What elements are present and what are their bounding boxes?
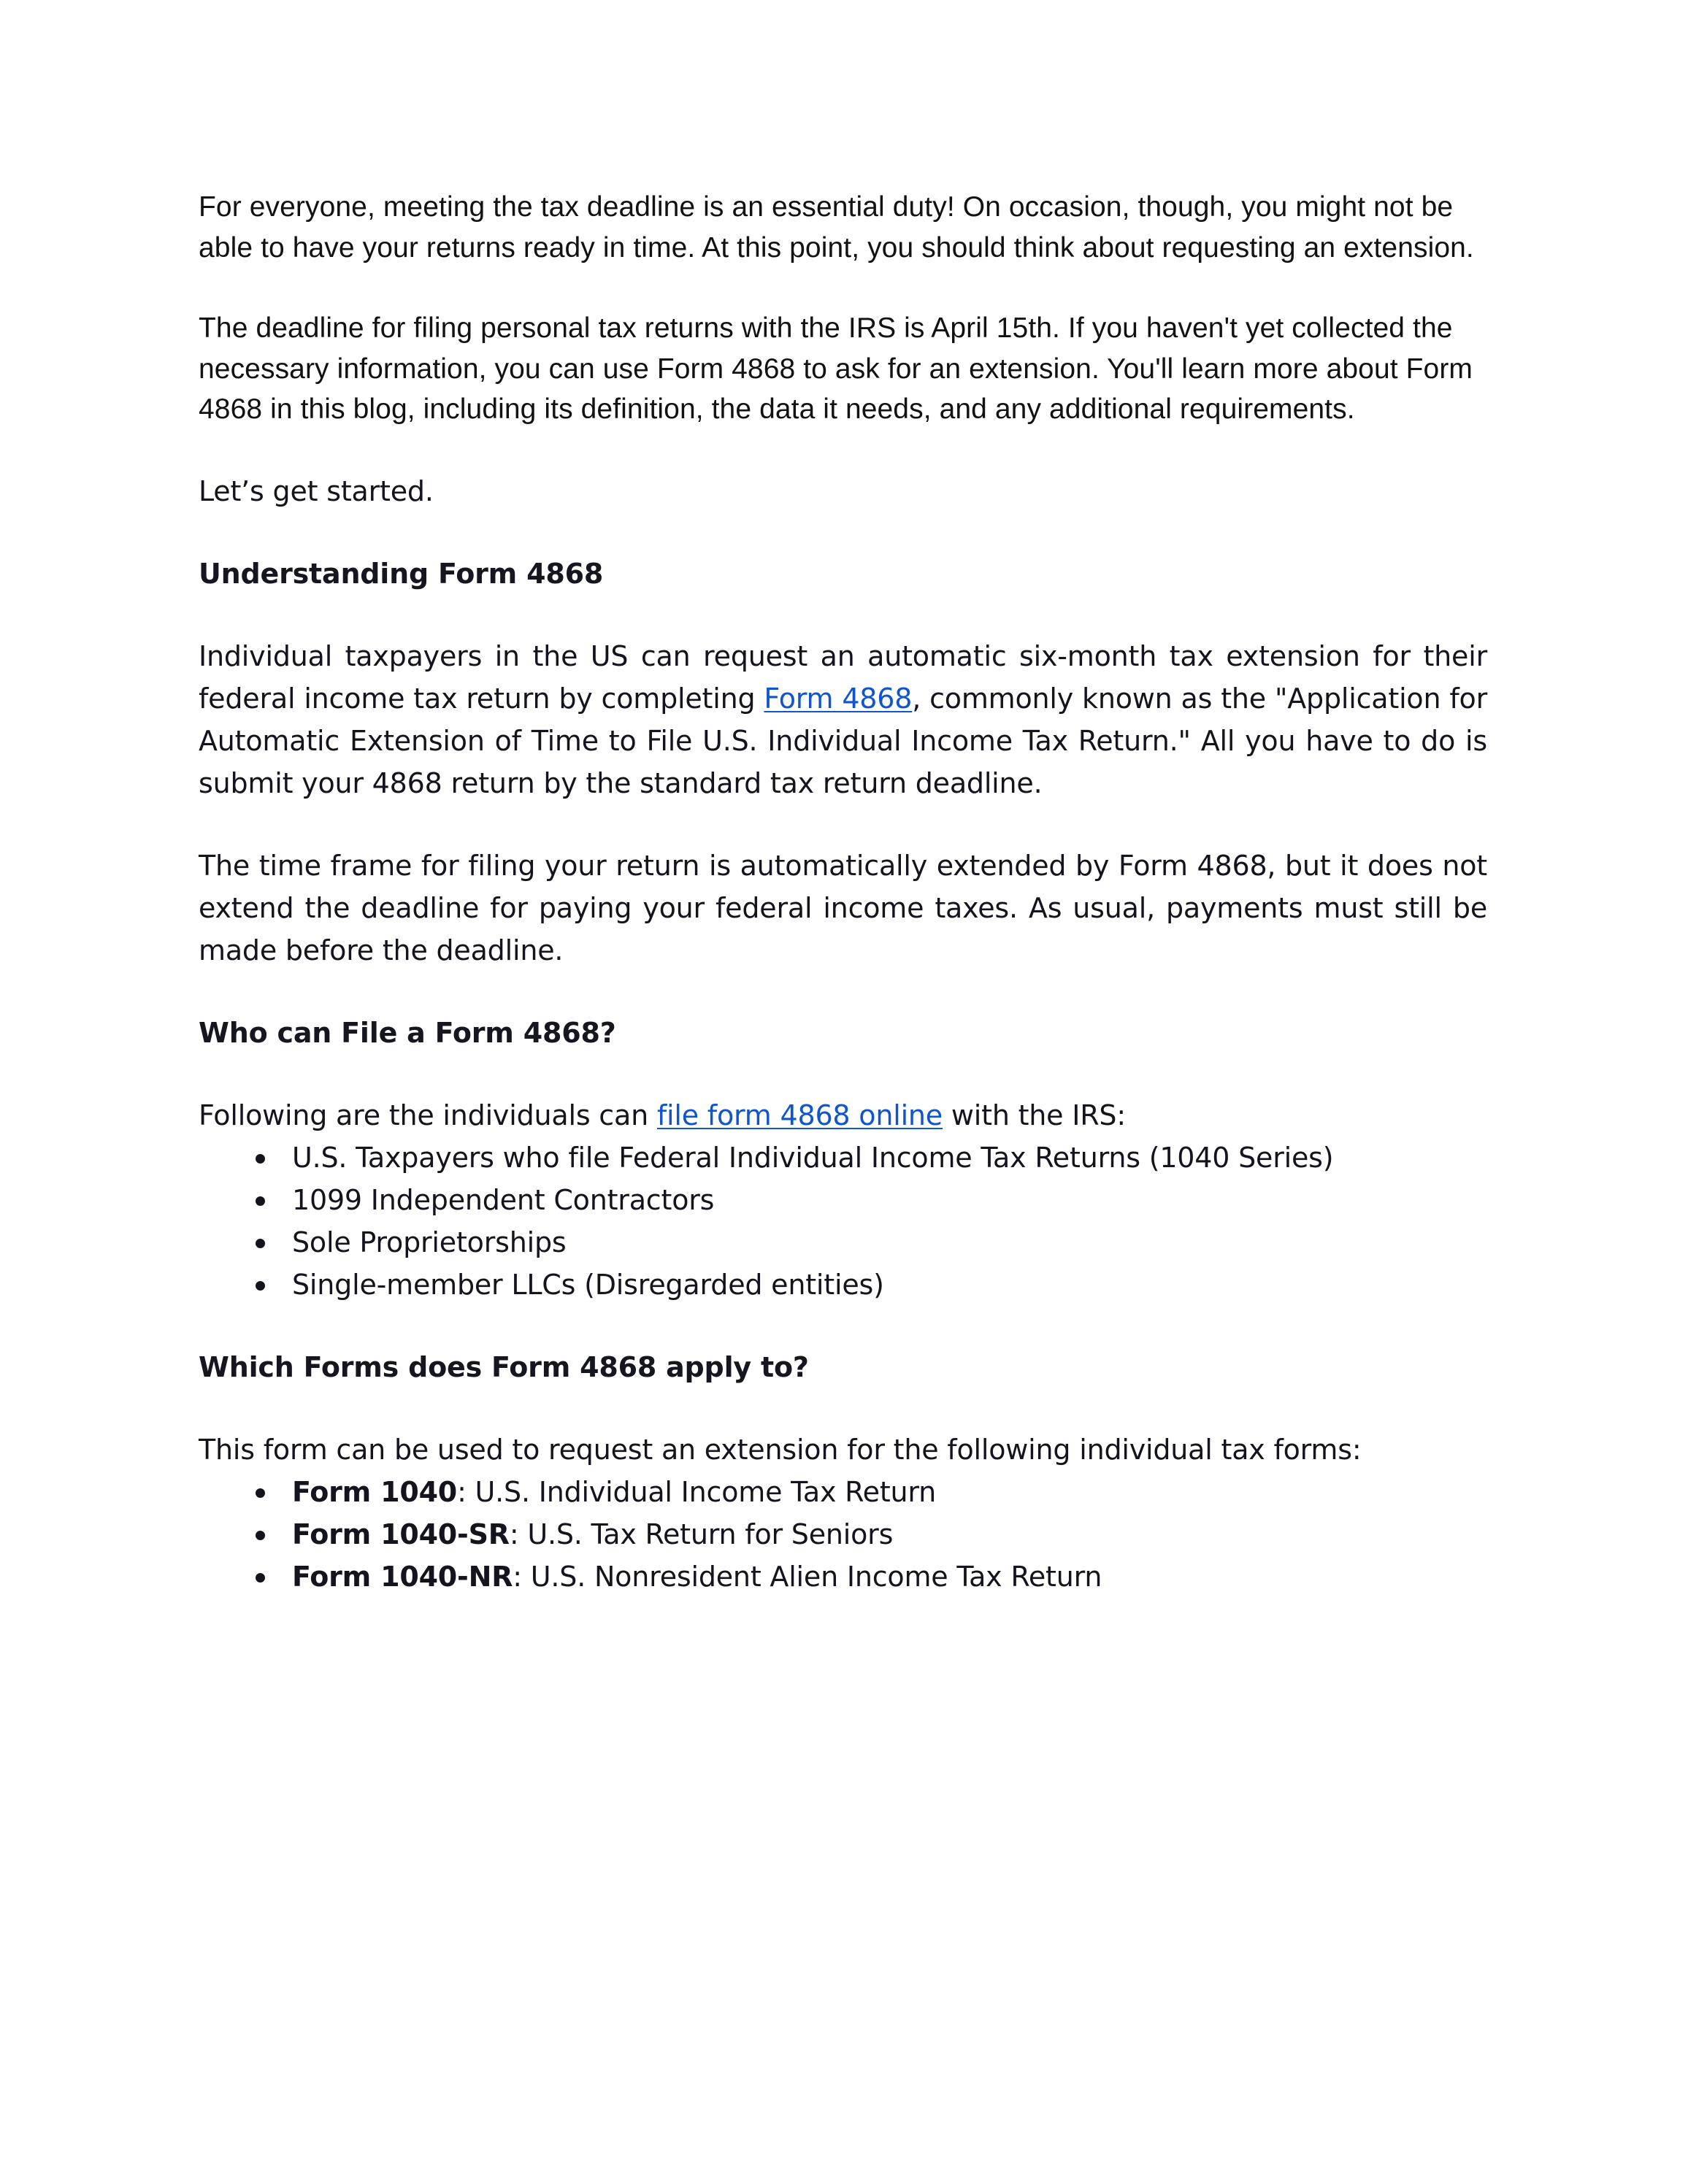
list-item — [199, 1556, 1487, 1598]
spacer — [199, 1052, 1487, 1094]
section-1-body-paragraph-2: The time frame for filing your return is automatically extended by Form 4868, but it does not extend the deadline for paying your federal income taxes. As usual, payments must still be made before the deadline. — [199, 849, 1487, 966]
document-body — [199, 187, 1487, 1598]
which-forms-lead-paragraph: This form can be used to request an extension for the following individual tax forms: — [199, 1433, 1362, 1466]
which-forms-list — [199, 1471, 1487, 1598]
bullet-icon — [256, 1573, 265, 1583]
spacer — [199, 1386, 1487, 1429]
spacer — [199, 268, 1487, 308]
list-item-form-label: Form 1040-SR — [292, 1518, 510, 1550]
bullet-icon — [256, 1488, 265, 1498]
bullet-icon — [256, 1239, 265, 1248]
section-heading-understanding-form-4868: Understanding Form 4868 — [199, 557, 604, 590]
list-item-form-description: : U.S. Individual Income Tax Return — [457, 1475, 937, 1508]
list-item — [199, 1264, 1487, 1306]
list-item-form-label: Form 1040 — [292, 1475, 458, 1508]
intro-paragraph-1: For everyone, meeting the tax deadline is an essential duty! On occasion, though, you might not be able to have your returns ready in time. At this point, you should think about requesting an extension. — [199, 191, 1474, 264]
who-can-file-list — [199, 1137, 1487, 1306]
list-item-form-label: Form 1040-NR — [292, 1560, 513, 1593]
who-can-file-lead-after-link: with the IRS: — [943, 1099, 1126, 1131]
bullet-icon — [256, 1196, 265, 1206]
who-can-file-lead-line — [199, 1094, 1487, 1137]
file-form-4868-online-link[interactable]: file form 4868 online — [656, 1099, 943, 1131]
list-item-label: 1099 Independent Contractors — [292, 1183, 715, 1216]
spacer — [199, 430, 1487, 470]
list-item-label: Single-member LLCs (Disregarded entities) — [292, 1268, 884, 1301]
section-heading-which-forms-apply: Which Forms does Form 4868 apply to? — [199, 1350, 809, 1383]
bullet-icon — [256, 1154, 265, 1164]
list-item — [199, 1471, 1487, 1513]
form-4868-link[interactable]: Form 4868 — [764, 682, 913, 715]
bullet-icon — [256, 1531, 265, 1540]
list-item — [199, 1513, 1487, 1556]
list-item-form-description: : U.S. Tax Return for Seniors — [509, 1518, 894, 1550]
list-item-label: Sole Proprietorships — [292, 1226, 567, 1258]
spacer — [199, 593, 1487, 635]
intro-paragraph-2: The deadline for filing personal tax returns with the IRS is April 15th. If you haven't yet collected the necessary information, you can use Form 4868 to ask for an extension. You'll learn more about Form 4868 in this blog, including its definition, the data it needs, and any additional requirements. — [199, 312, 1473, 425]
list-item — [199, 1221, 1487, 1264]
spacer — [199, 972, 1487, 1014]
section-1-body-before-link: Individual taxpayers in the US can request an automatic six-month tax extension for their federal income tax return by completing — [199, 639, 1487, 715]
list-item — [199, 1137, 1487, 1179]
section-1-body-after-link: , commonly known as the "Application for Automatic Extension of Time to File U.S. Individual Income Tax Return." All you have to do is submit your 4868 return by the standard tax return deadline. — [199, 682, 1488, 799]
list-item-form-description: : U.S. Nonresident Alien Income Tax Return — [513, 1560, 1102, 1593]
section-heading-who-can-file: Who can File a Form 4868? — [199, 1016, 616, 1049]
list-item-label: U.S. Taxpayers who file Federal Individual Income Tax Returns (1040 Series) — [292, 1141, 1334, 1174]
who-can-file-lead-before-link: Following are the individuals can — [199, 1099, 657, 1131]
section-1-body-paragraph — [199, 635, 1487, 804]
spacer — [199, 804, 1487, 845]
bullet-icon — [256, 1281, 265, 1291]
lets-get-started-line: Let’s get started. — [199, 474, 434, 507]
spacer — [199, 1306, 1487, 1348]
list-item — [199, 1179, 1487, 1221]
spacer — [199, 512, 1487, 555]
